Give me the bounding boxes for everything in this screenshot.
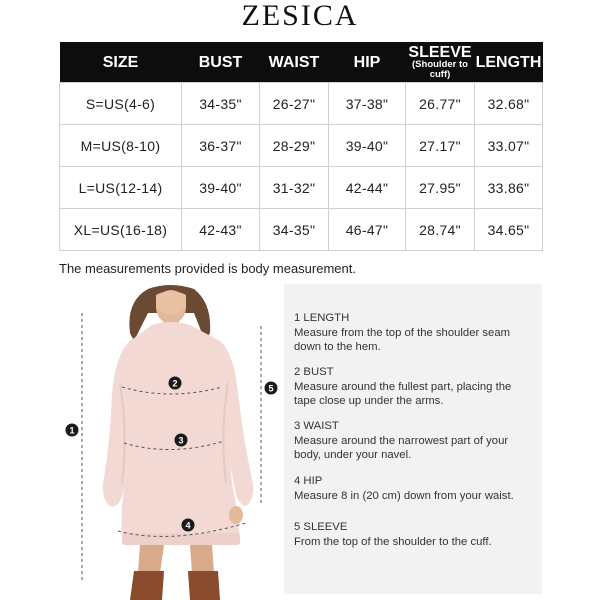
table-row xyxy=(60,167,543,209)
svg-text:3: 3 xyxy=(178,435,184,446)
cell-bust: 42-43" xyxy=(182,209,260,251)
model-boots xyxy=(130,571,220,600)
guide-item-waist xyxy=(294,419,534,463)
guide-item-length xyxy=(294,311,534,355)
marker-4 xyxy=(182,519,195,532)
header-sleeve: SLEEVE (Shoulder to cuff) xyxy=(406,42,475,83)
guide-title: 5 SLEEVE xyxy=(294,521,348,533)
brand-logo: ZESICA xyxy=(241,0,359,32)
svg-text:5: 5 xyxy=(268,383,274,394)
cell-hip: 42-44" xyxy=(329,167,406,209)
measurement-note: The measurements provided is body measurement. xyxy=(59,261,356,276)
guide-title: 1 LENGTH xyxy=(294,312,350,324)
cell-size: XL=US(16-18) xyxy=(60,209,182,251)
cell-hip: 39-40" xyxy=(329,125,406,167)
cell-bust: 34-35" xyxy=(182,83,260,125)
svg-text:1: 1 xyxy=(69,425,75,436)
cell-sleeve: 28.74" xyxy=(406,209,475,251)
header-sleeve-note: (Shoulder to cuff) xyxy=(412,58,468,80)
guide-title: 2 BUST xyxy=(294,366,334,378)
marker-3 xyxy=(175,434,188,447)
svg-text:4: 4 xyxy=(185,520,191,531)
cell-sleeve: 27.17" xyxy=(406,125,475,167)
guide-title: 4 HIP xyxy=(294,475,323,487)
cell-bust: 36-37" xyxy=(182,125,260,167)
table-row xyxy=(60,125,543,167)
cell-length: 33.07" xyxy=(475,125,543,167)
cell-hip: 37-38" xyxy=(329,83,406,125)
table-row xyxy=(60,83,543,125)
measurement-guide-panel xyxy=(284,284,542,594)
guide-description: Measure around the narrowest part of your body, under your navel. xyxy=(294,434,509,461)
guide-item-hip xyxy=(294,474,534,503)
header-waist: WAIST xyxy=(260,42,329,83)
cell-length: 34.65" xyxy=(475,209,543,251)
cell-waist: 26-27" xyxy=(260,83,329,125)
cell-size: M=US(8-10) xyxy=(60,125,182,167)
model-measurement-figure xyxy=(60,283,282,600)
model-legs xyxy=(138,545,214,573)
header-length: LENGTH xyxy=(475,42,543,83)
size-chart-table xyxy=(59,42,543,251)
marker-5 xyxy=(265,382,278,395)
guide-description: Measure 8 in (20 cm) down from your waist. xyxy=(294,489,514,502)
table-row xyxy=(60,209,543,251)
cell-waist: 28-29" xyxy=(260,125,329,167)
guide-description: From the top of the shoulder to the cuff. xyxy=(294,535,492,548)
cell-waist: 31-32" xyxy=(260,167,329,209)
cell-hip: 46-47" xyxy=(329,209,406,251)
cell-length: 33.86" xyxy=(475,167,543,209)
table-header-row xyxy=(60,42,543,83)
cell-length: 32.68" xyxy=(475,83,543,125)
svg-text:2: 2 xyxy=(172,378,178,389)
guide-description: Measure from the top of the shoulder seam down to the hem. xyxy=(294,326,511,353)
cell-sleeve: 26.77" xyxy=(406,83,475,125)
header-bust: BUST xyxy=(182,42,260,83)
marker-1 xyxy=(66,424,79,437)
cell-waist: 34-35" xyxy=(260,209,329,251)
header-size: SIZE xyxy=(60,42,182,83)
guide-item-bust xyxy=(294,365,534,409)
cell-sleeve: 27.95" xyxy=(406,167,475,209)
marker-2 xyxy=(169,377,182,390)
header-hip: HIP xyxy=(329,42,406,83)
cell-size: S=US(4-6) xyxy=(60,83,182,125)
cell-size: L=US(12-14) xyxy=(60,167,182,209)
guide-title: 3 WAIST xyxy=(294,420,339,432)
guide-item-sleeve xyxy=(294,520,534,549)
guide-description: Measure around the fullest part, placing the tape close up under the arms. xyxy=(294,380,512,407)
cell-bust: 39-40" xyxy=(182,167,260,209)
